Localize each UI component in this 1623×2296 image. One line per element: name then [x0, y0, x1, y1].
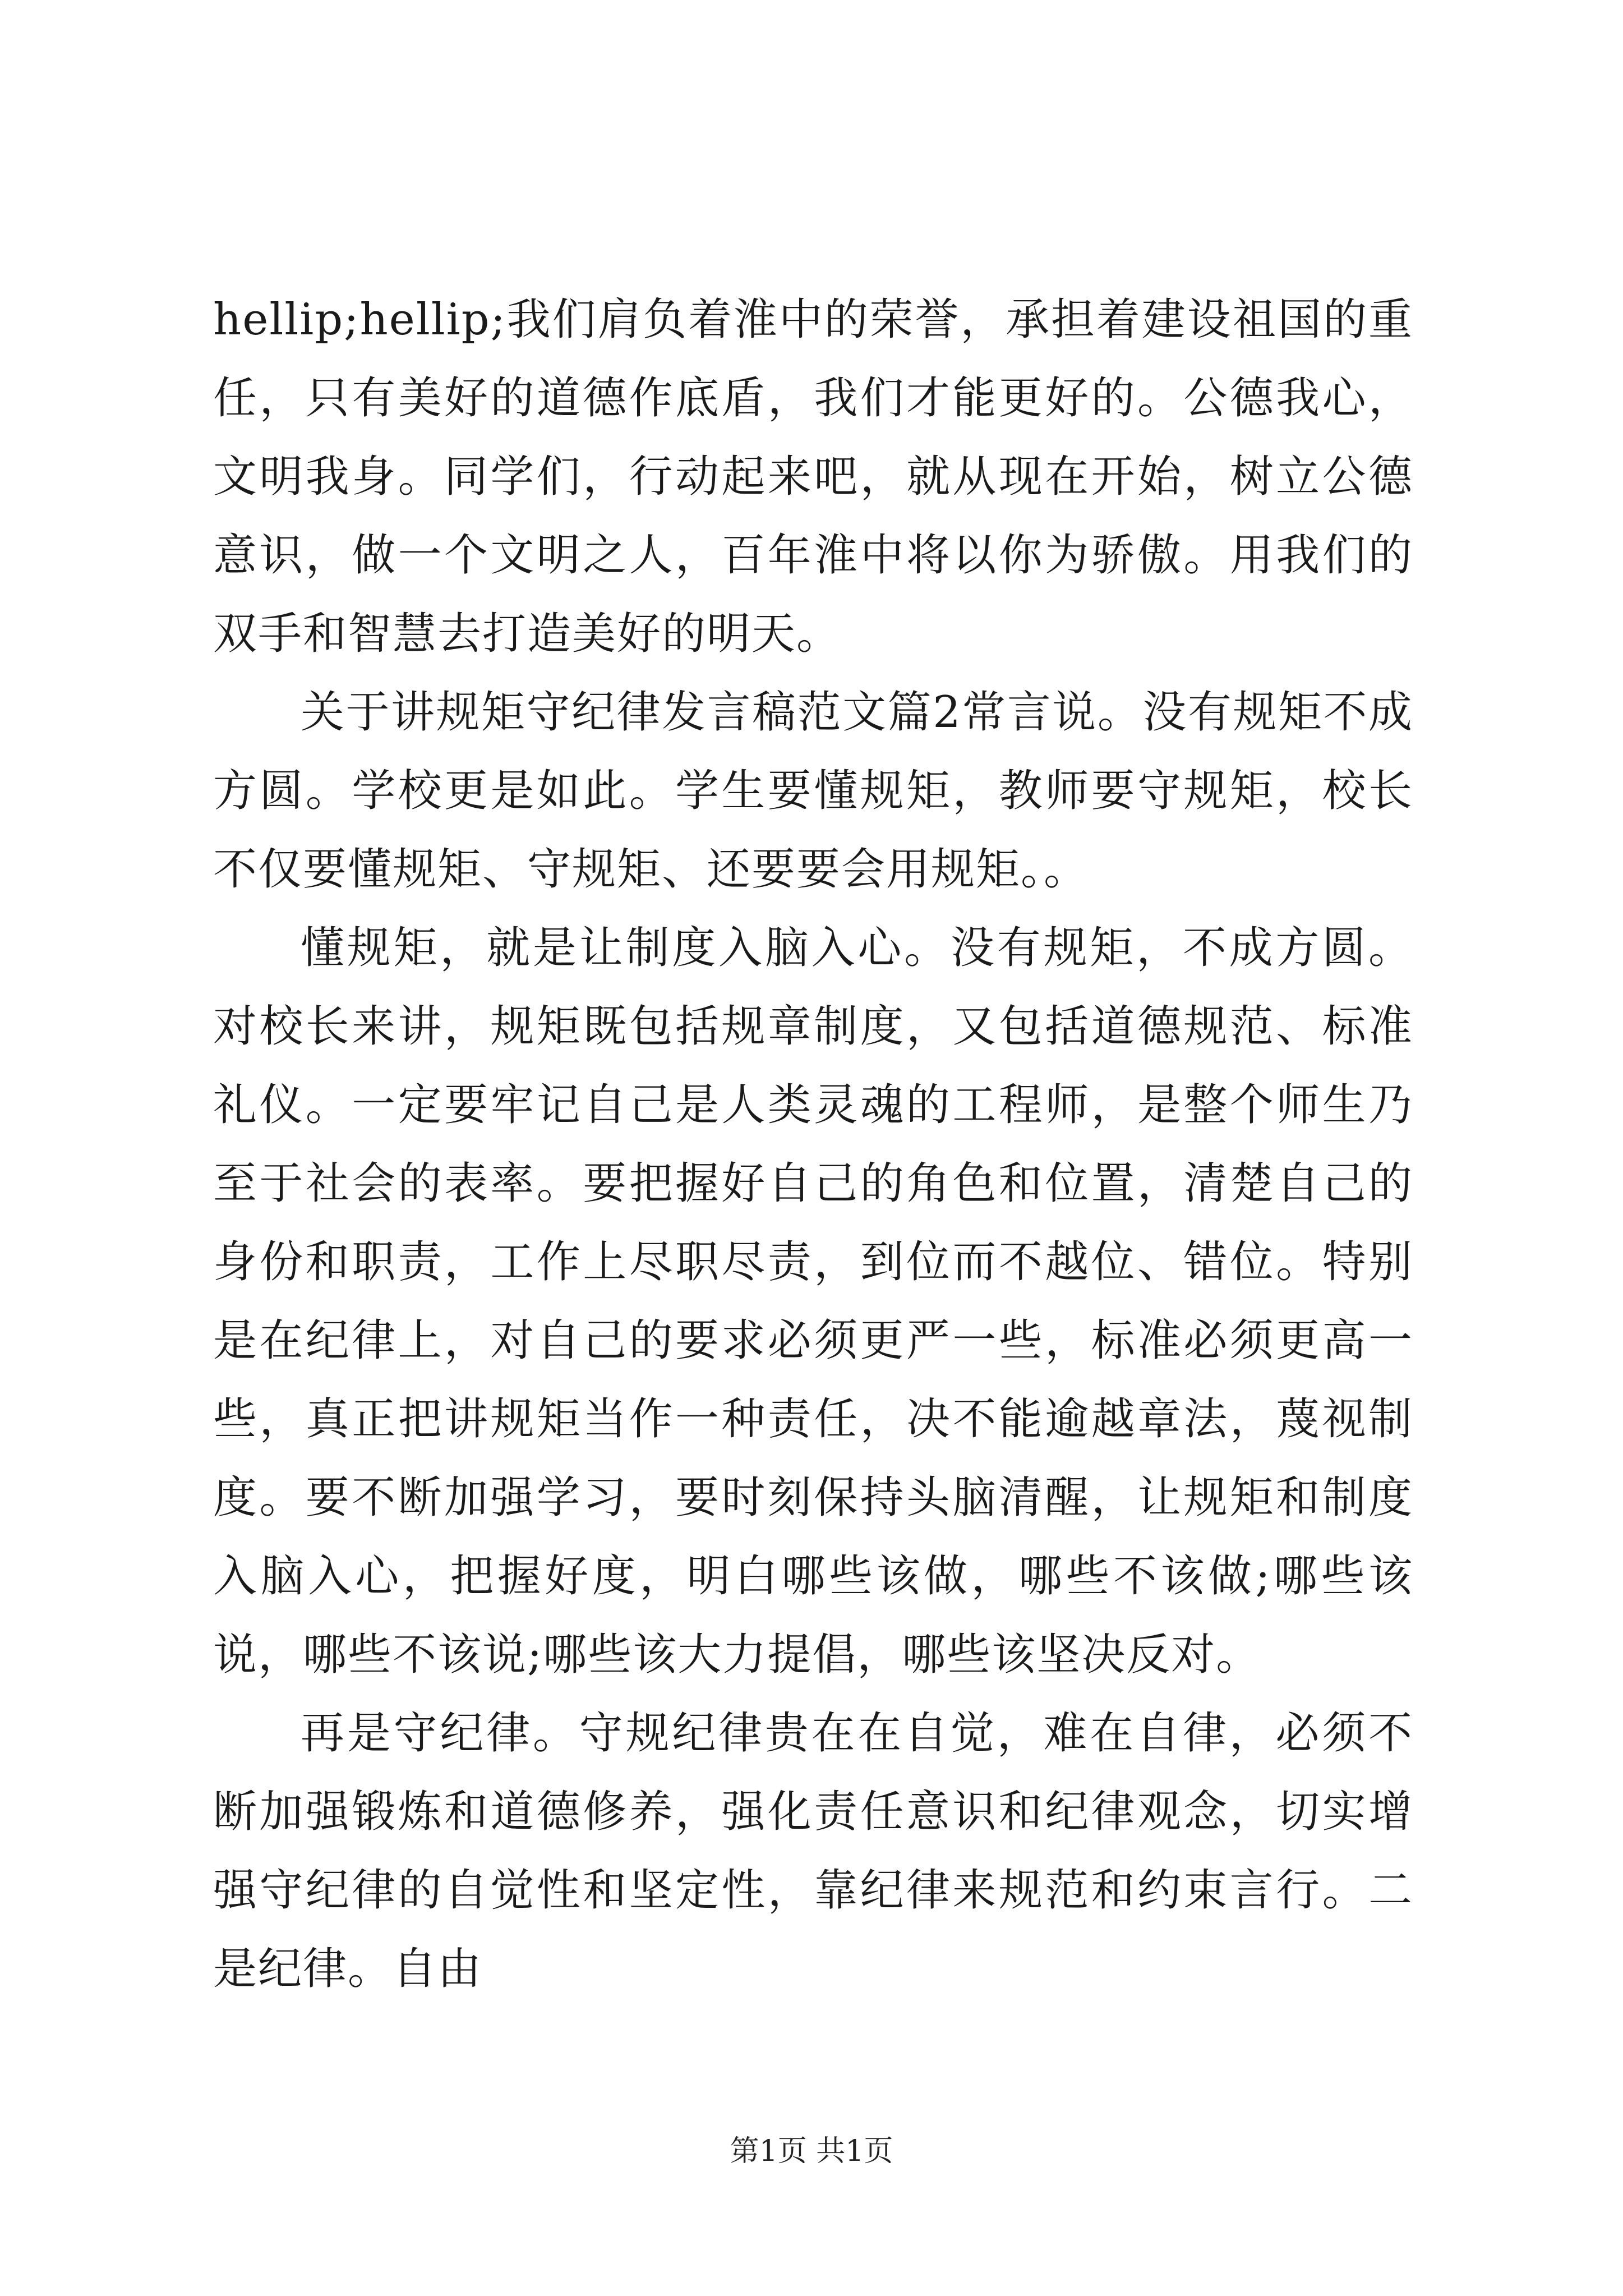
page-footer: 第1页 共1页: [730, 2134, 893, 2168]
paragraph-4: 再是守纪律。守规纪律贵在在自觉，难在自律，必须不断加强锻炼和道德修养，强化责任意识和纪律观念，切实增强守纪律的自觉性和坚定性，靠纪律来规范和约束言行。二是纪律。自由: [213, 1708, 1413, 1994]
paragraph-3: 懂规矩，就是让制度入脑入心。没有规矩，不成方圆。对校长来讲，规矩既包括规章制度，又包括道德规范、标准礼仪。一定要牢记自己是人类灵魂的工程师，是整个师生乃至于社会的表率。要把握好自己的角色和位置，清楚自己的身份和职责，工作上尽职尽责，到位而不越位、错位。特别是在纪律上，对自己的要求必须更严一些，标准必须更高一些，真正把讲规矩当作一种责任，决不能逾越章法，蔑视制度。要不断加强学习，要时刻保持头脑清醒，让规矩和制度入脑入心，把握好度，明白哪些该做，哪些不该做;哪些该说，哪些不该说;哪些该大力提倡，哪些该坚决反对。: [213, 923, 1413, 1680]
paragraph-1: hellip;hellip;我们肩负着淮中的荣誉，承担着建设祖国的重任，只有美好的道德作底盾，我们才能更好的。公德我心，文明我身。同学们，行动起来吧，就从现在开始，树立公德意识，做一个文明之人，百年淮中将以你为骄傲。用我们的双手和智慧去打造美好的明天。: [213, 295, 1413, 659]
document-body: [213, 280, 1413, 2008]
paragraph-2: 关于讲规矩守纪律发言稿范文篇2常言说。没有规矩不成方圆。学校更是如此。学生要懂规矩，教师要守规矩，校长不仅要懂规矩、守规矩、还要要会用规矩。。: [213, 687, 1413, 895]
